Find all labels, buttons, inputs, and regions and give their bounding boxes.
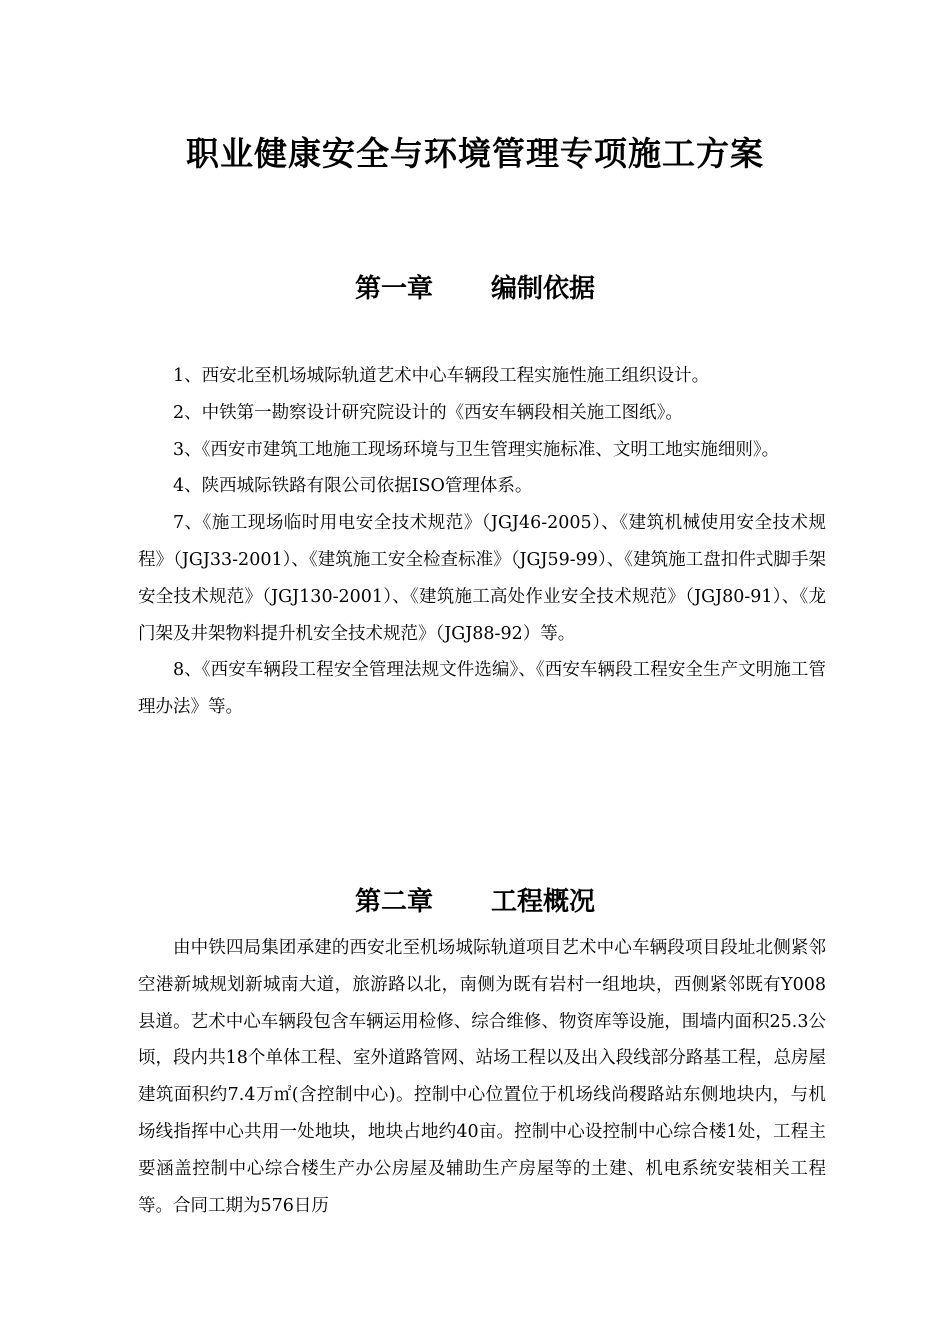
basis-item-1: 1、西安北至机场城际轨道艺术中心车辆段工程实施性施工组织设计。 xyxy=(173,366,710,386)
chapter-2-overview xyxy=(138,930,826,1224)
chapter-2-heading xyxy=(0,881,950,918)
chapter-2-name: 工程概况 xyxy=(491,887,596,917)
basis-item-3: 3、《西安市建筑工地施工现场环境与卫生管理实施标准、文明工地实施细则》。 xyxy=(173,439,780,460)
chapter-1-heading xyxy=(0,268,950,305)
basis-item-2: 2、中铁第一勘察设计研究院设计的《西安车辆段相关施工图纸》。 xyxy=(173,402,683,423)
chapter-1-name: 编制依据 xyxy=(491,274,596,304)
chapter-2-number: 第二章 xyxy=(354,887,433,917)
basis-item-4: 4、陕西城际铁路有限公司依据ISO管理体系。 xyxy=(173,476,533,497)
chapter-1-basis-list xyxy=(138,358,826,726)
basis-item-7: 7、《施工现场临时用电安全技术规范》（JGJ46-2005）、《建筑机械使用安全技术规程》（JGJ33-2001）、《建筑施工安全检查标准》（JGJ59-99）、《建筑施工盘扣件式脚手架安全技术规范》（JGJ130-2001）、《建筑施工高处作业安全技术规范》（JGJ80-91）、《龙门架及井架物料提升机安全技术规范》（JGJ88-92）等。 xyxy=(138,513,826,644)
document-title: 职业健康安全与环境管理专项施工方案 xyxy=(186,134,764,173)
chapter-1-number: 第一章 xyxy=(354,274,433,304)
basis-item-8: 8、《西安车辆段工程安全管理法规文件选编》、《西安车辆段工程安全生产文明施工管理办法》等。 xyxy=(138,660,826,718)
overview-paragraph: 由中铁四局集团承建的西安北至机场城际轨道项目艺术中心车辆段项目段址北侧紧邻空港新城规划新城南大道，旅游路以北，南侧为既有岩村一组地块，西侧紧邻既有Y008县道。艺术中心车辆段包含车辆运用检修、综合维修、物资库等设施，围墙内面积25.3公顷，段内共18个单体工程、室外道路管网、站场工程以及出入段线部分路基工程，总房屋建筑面积约7.4万㎡(含控制中心)。控制中心位置位于机场线尚稷路站东侧地块内，与机场线指挥中心共用一处地块，地块占地约40亩。控制中心设控制中心综合楼1处，工程主要涵盖控制中心综合楼生产办公房屋及辅助生产房屋等的土建、机电系统安装相关工程等。合同工期为576日历 xyxy=(138,938,826,1216)
